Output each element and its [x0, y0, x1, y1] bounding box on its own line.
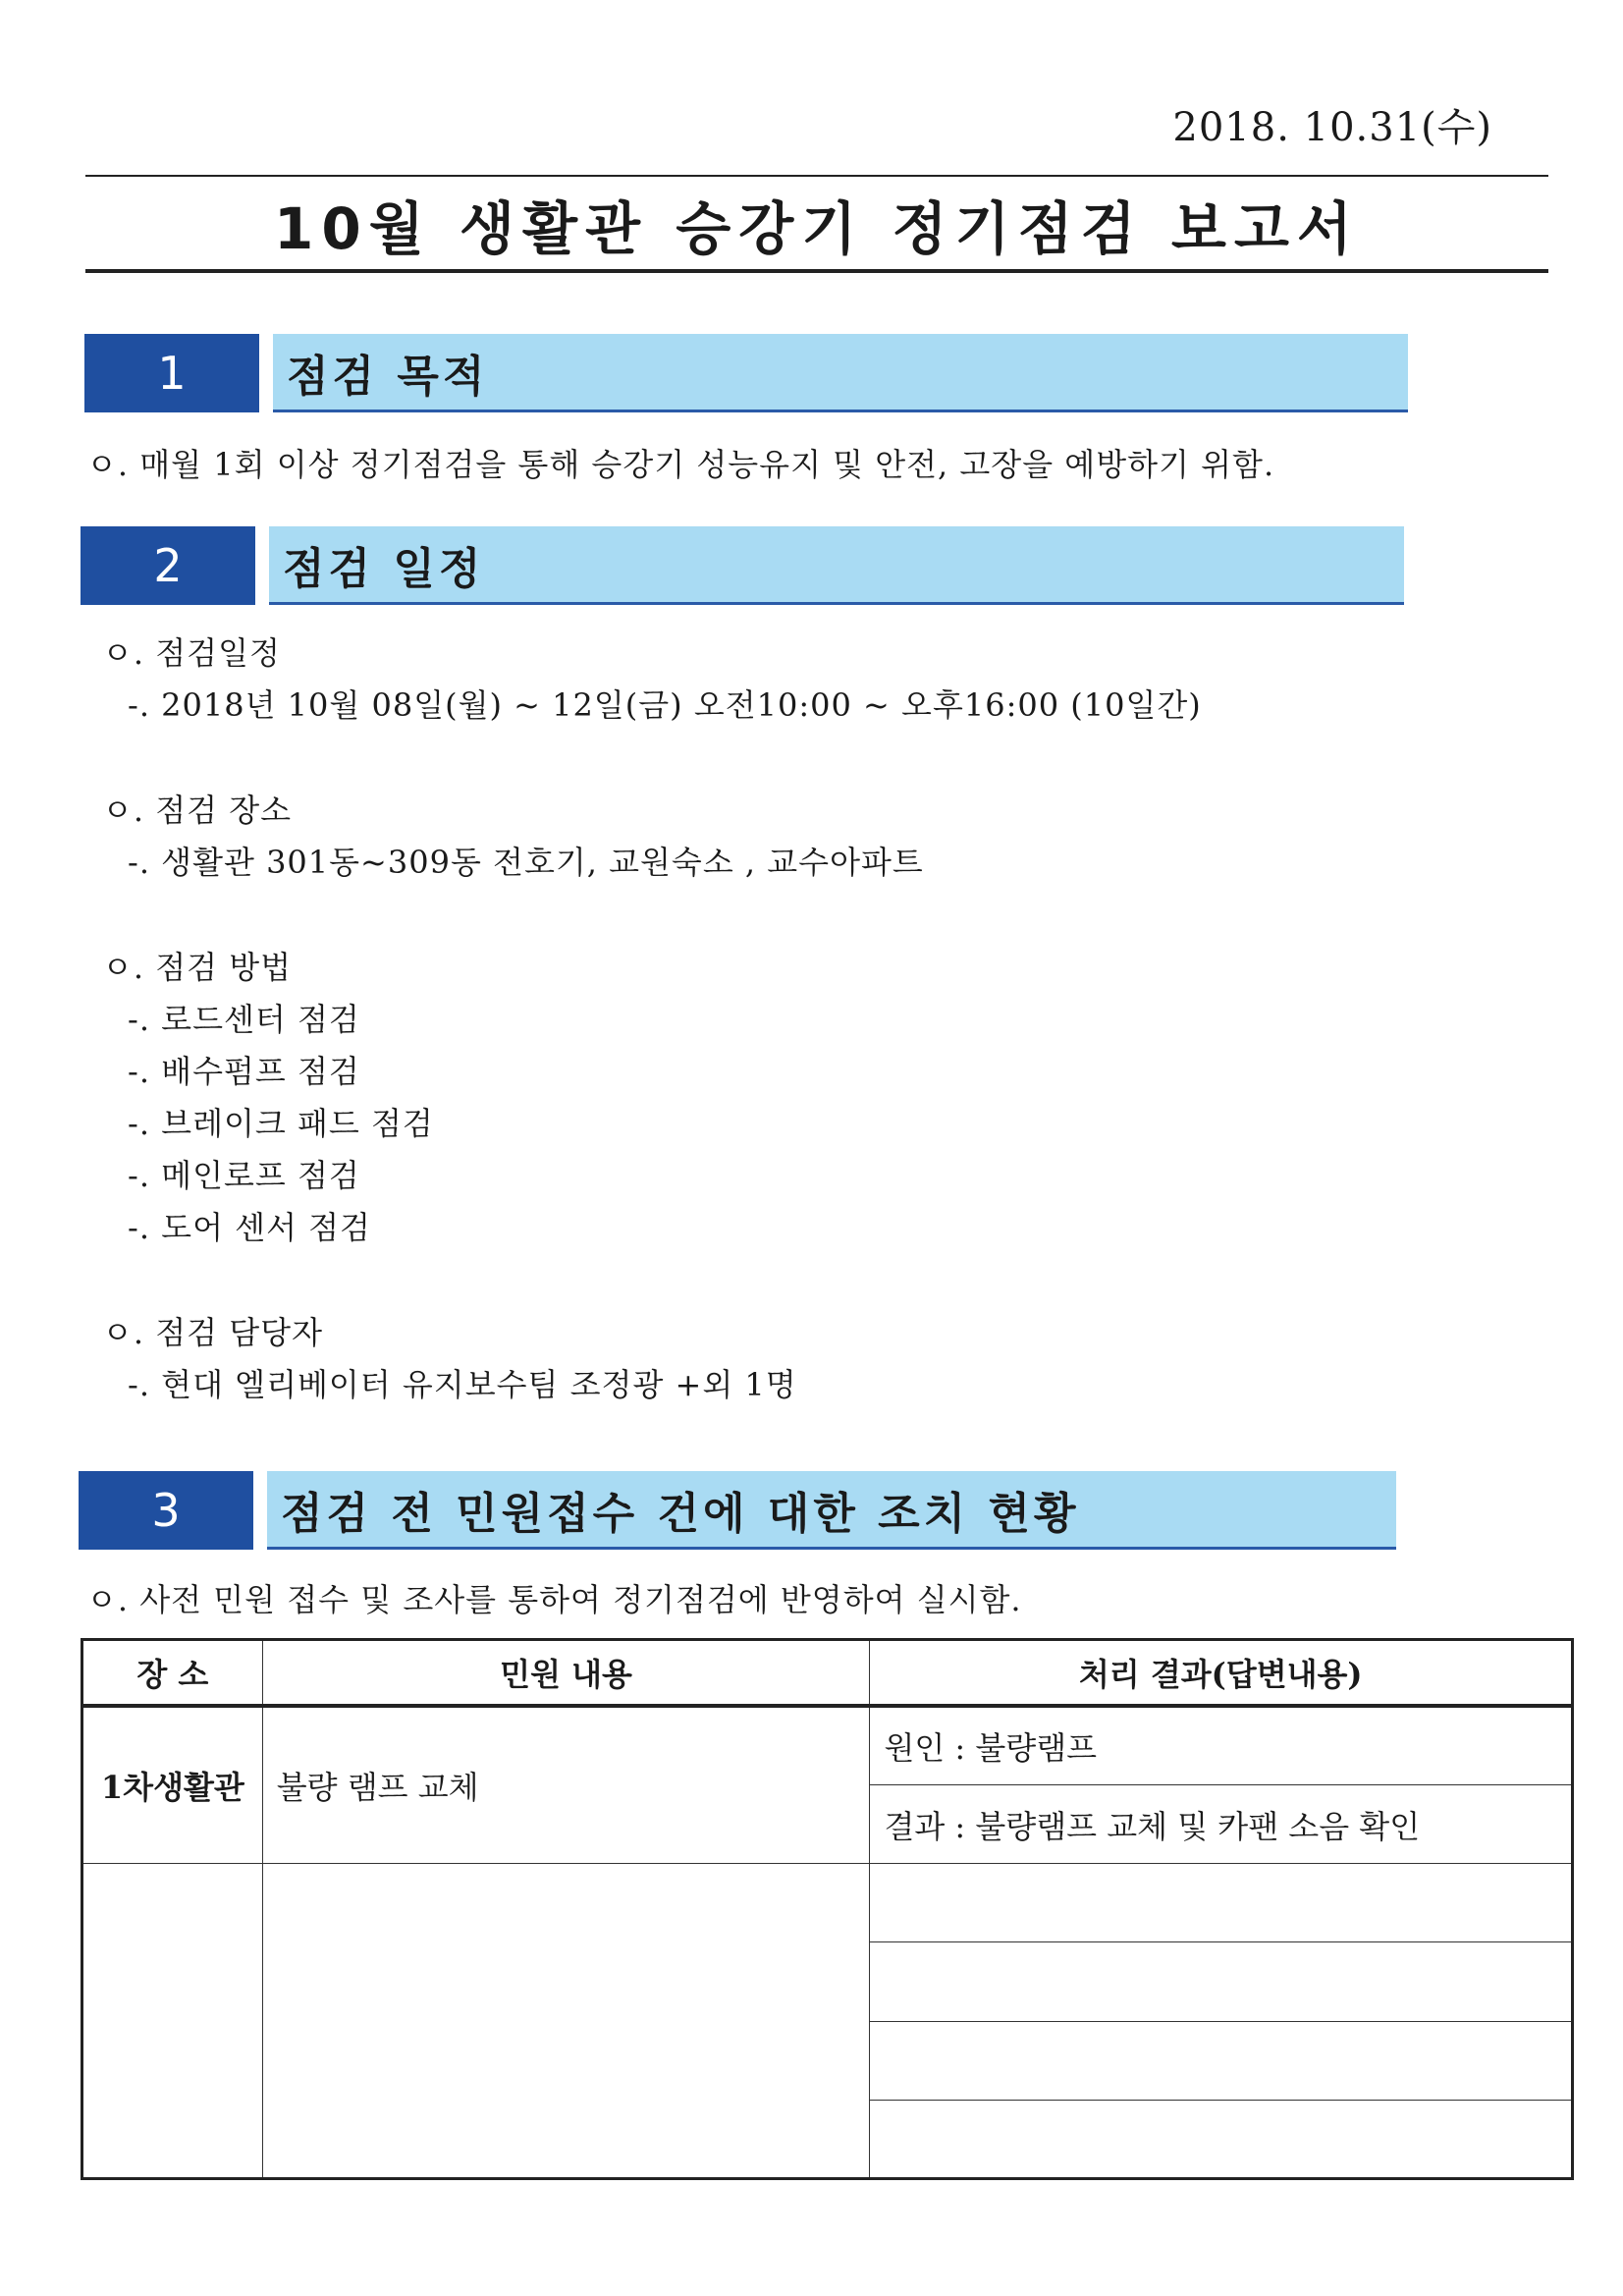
table-header-row	[82, 1640, 1573, 1707]
header-result: 처리 결과(답변내용)	[870, 1640, 1573, 1707]
location-item: -. 생활관 301동~309동 전호기, 교원숙소 , 교수아파트	[128, 844, 924, 881]
empty-cell	[870, 1864, 1573, 1942]
method-label: ㅇ. 점검 방법	[102, 949, 293, 986]
header-location: 장 소	[82, 1640, 263, 1707]
empty-cell	[262, 1864, 870, 2179]
section-1-number: 1	[84, 334, 259, 412]
method-item: -. 로드센터 점검	[128, 1001, 360, 1038]
section-2-heading: 점검 일정	[269, 526, 1404, 605]
title-bottom-rule	[85, 269, 1548, 273]
schedule-item: -. 2018년 10월 08일(월) ~ 12일(금) 오전10:00 ~ 오후16:00 (10일간)	[128, 686, 1202, 724]
header-complaint: 민원 내용	[262, 1640, 870, 1707]
section-3-intro-line: ㅇ. 사전 민원 접수 및 조사를 통하여 정기점검에 반영하여 실시함.	[86, 1581, 1022, 1618]
empty-cell	[82, 1864, 263, 2179]
section-1-purpose-line: ㅇ. 매월 1회 이상 정기점검을 통해 승강기 성능유지 및 안전, 고장을 예방하기 위함.	[86, 446, 1275, 483]
section-3-number: 3	[79, 1471, 253, 1550]
complaint-action-table	[81, 1638, 1574, 2180]
table-row-empty	[82, 1864, 1573, 1942]
location-label: ㅇ. 점검 장소	[102, 792, 293, 829]
method-item: -. 도어 센서 점검	[128, 1209, 371, 1246]
empty-cell	[870, 2021, 1573, 2100]
method-item: -. 배수펌프 점검	[128, 1053, 360, 1090]
method-item: -. 메인로프 점검	[128, 1157, 360, 1194]
row-result-cause: 원인 : 불량램프	[870, 1706, 1573, 1784]
schedule-label: ㅇ. 점검일정	[102, 634, 281, 672]
manager-label: ㅇ. 점검 담당자	[102, 1314, 323, 1351]
section-3-heading: 점검 전 민원접수 건에 대한 조치 현황	[267, 1471, 1396, 1550]
row-location: 1차생활관	[82, 1706, 263, 1863]
row-complaint: 불량 램프 교체	[262, 1706, 870, 1863]
table-row	[82, 1706, 1573, 1784]
title-top-rule	[85, 175, 1548, 177]
section-1-heading: 점검 목적	[273, 334, 1408, 412]
empty-cell	[870, 1942, 1573, 2021]
method-item: -. 브레이크 패드 점검	[128, 1105, 434, 1142]
page-title: 10월 생활관 승강기 정기점검 보고서	[274, 195, 1360, 262]
section-2-number: 2	[81, 526, 255, 605]
empty-cell	[870, 2100, 1573, 2178]
manager-item: -. 현대 엘리베이터 유지보수팀 조정광 +외 1명	[128, 1366, 797, 1403]
report-date: 2018. 10.31(수)	[1172, 105, 1492, 150]
row-result-outcome: 결과 : 불량램프 교체 및 카팬 소음 확인	[870, 1784, 1573, 1863]
